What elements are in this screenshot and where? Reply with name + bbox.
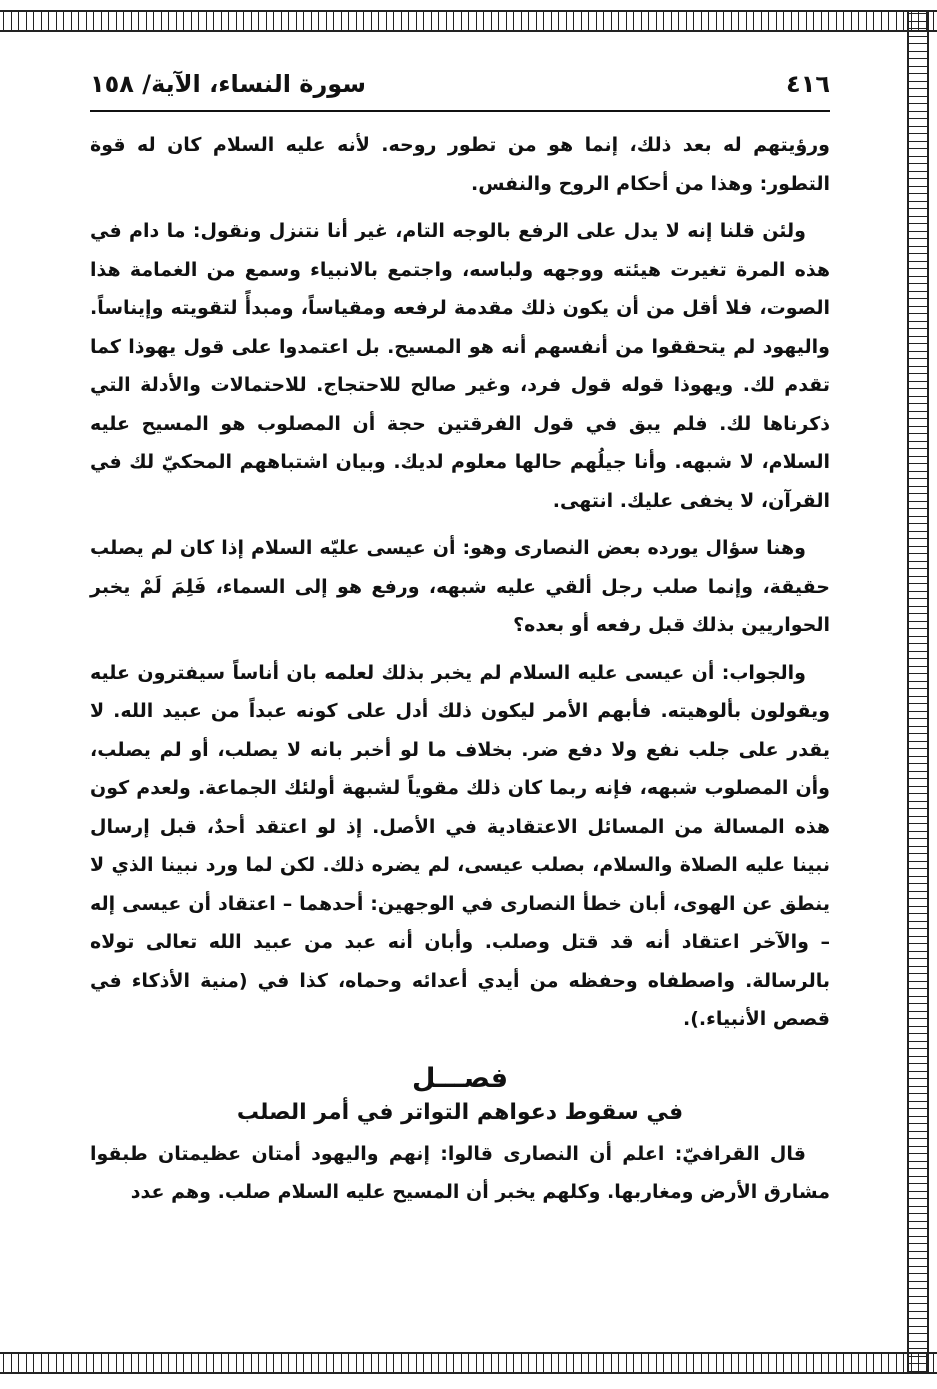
ornamental-border-top	[0, 10, 937, 32]
paragraph: والجواب: أن عيسى عليه السلام لم يخبر بذلك لعلمه بان أناساً سيفترون عليه ويقولون بألوهيته. فأبهم الأمر ليكون ذلك أدل على كونه عبداً من عبيد الله. لا يقدر على جلب نفع ولا دفع ضر. بخلاف ما لو أخبر بانه لا يصلب، أو لم يصلب، وأن المصلوب شبهه، فإنه ربما كان ذلك مقوياً لشبهة أولئك الجماعة. ولعدم كون هذه المسالة من المسائل الاعتقادية في الأصل. إذ لو اعتقد أحدٌ، قبل إرسال نبينا عليه الصلاة والسلام، بصلب عيسى، لم يضره ذلك. لكن لما ورد نبينا الذي لا ينطق عن الهوى، أبان خطأ النصارى في الوجهين: أحدهما – اعتقاد أن عيسى إله – والآخر اعتقاد أنه قد قتل وصلب. وأبان أنه عبد من عبيد الله تعالى تولاه بالرسالة. واصطفاه وحفظه من أيدي أعدائه وحماه، كذا في (منية الأذكاء في قصص الأنبياء.).	[90, 661, 830, 1030]
surah-title: سورة النساء، الآية/ ١٥٨	[90, 70, 366, 98]
section-paragraph: قال القرافيّ: اعلم أن النصارى قالوا: إنهم واليهود أمتان عظيمتان طبقوا مشارق الأرض ومغاربها. وكلهم يخبر أن المسيح عليه السلام صلب. وهم عدد	[90, 1142, 830, 1203]
page-content	[90, 70, 830, 1212]
section-subtitle: في سقوط دعواهم التواتر في أمر الصلب	[236, 1099, 684, 1125]
page-header	[90, 70, 830, 112]
ornamental-border-right	[907, 10, 929, 1374]
ornamental-border-bottom	[0, 1352, 937, 1374]
page-number: ٤١٦	[786, 70, 830, 98]
paragraph: ولئن قلنا إنه لا يدل على الرفع بالوجه التام، غير أنا نتنزل ونقول: ما دام في هذه المرة تغيرت هيئته ووجهه ولباسه، واجتمع بالانبياء وسمع من الغمامة هذا الصوت، فلا أقل من أن يكون ذلك مقدمة لرفعه ومقياساً، ومبدأً لتقويته وإيناساً. واليهود لم يتحققوا من أنفسهم أنه هو المسيح. بل اعتمدوا على قول يهوذا كما تقدم لك. ويهوذا قوله قول فرد، وغير صالح للاحتجاج. للاحتمالات والأدلة التي ذكرناها لك. فلم يبق في قول الفرقتين حجة أن المصلوب هو المسيح عليه السلام، لا شبهه. وأنا جيلُهم حالها معلوم لديك. وبيان اشتباههم المحكيّ لك في القرآن، لا يخفى عليك. انتهى.	[90, 220, 830, 512]
paragraph: ورؤيتهم له بعد ذلك، إنما هو من تطور روحه. لأنه عليه السلام كان له قوة التطور: وهذا من أحكام الروح والنفس.	[90, 134, 830, 195]
paragraph: وهنا سؤال يورده بعض النصارى وهو: أن عيسى عليّه السلام إذا كان لم يصلب حقيقة، وإنما صلب رجل ألقي عليه شبهه، ورفع هو إلى السماء، فَلِمَ لَمْ يخبر الحواريين بذلك قبل رفعه أو بعده؟	[90, 537, 830, 636]
section-title: فصـــل	[411, 1062, 509, 1094]
